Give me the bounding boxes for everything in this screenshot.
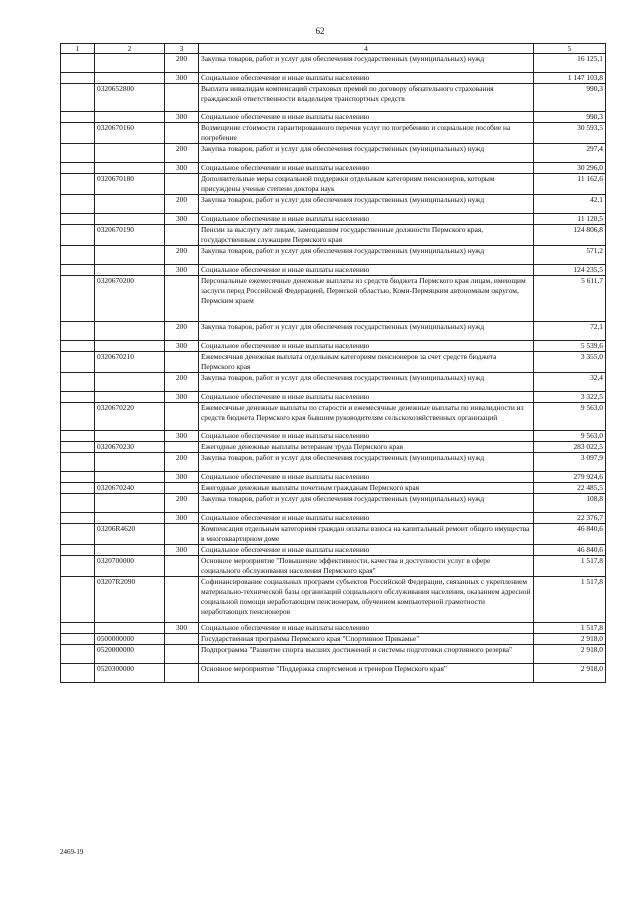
table-row xyxy=(61,392,606,403)
cell-code xyxy=(95,494,165,513)
table-row xyxy=(61,322,606,341)
cell-description: Социальное обеспечение и иные выплаты населению xyxy=(199,341,534,352)
cell-expense-type: 300 xyxy=(165,341,199,352)
cell-code xyxy=(95,431,165,442)
cell-expense-type xyxy=(165,123,199,144)
cell-col1 xyxy=(61,352,95,373)
table-row xyxy=(61,352,606,373)
cell-description: Закупка товаров, работ и услуг для обеспечения государственных (муниципальных) нужд xyxy=(199,195,534,214)
cell-description: Социальное обеспечение и иные выплаты населению xyxy=(199,73,534,84)
table-row xyxy=(61,276,606,322)
cell-description: Закупка товаров, работ и услуг для обеспечения государственных (муниципальных) нужд xyxy=(199,453,534,472)
cell-col1 xyxy=(61,623,95,634)
cell-col1 xyxy=(61,276,95,322)
cell-description: Закупка товаров, работ и услуг для обеспечения государственных (муниципальных) нужд xyxy=(199,494,534,513)
table-row xyxy=(61,112,606,123)
cell-description: Социальное обеспечение и иные выплаты населению xyxy=(199,431,534,442)
cell-col1 xyxy=(61,195,95,214)
cell-col1 xyxy=(61,453,95,472)
cell-amount: 2 918,0 xyxy=(534,645,606,664)
cell-amount: 16 125,1 xyxy=(534,54,606,73)
cell-expense-type xyxy=(165,577,199,623)
cell-expense-type xyxy=(165,174,199,195)
cell-col1 xyxy=(61,54,95,73)
column-header-2: 2 xyxy=(95,44,165,54)
cell-col1 xyxy=(61,634,95,645)
cell-amount: 3 322,5 xyxy=(534,392,606,403)
table-row xyxy=(61,623,606,634)
cell-description: Социальное обеспечение и иные выплаты населению xyxy=(199,472,534,483)
cell-col1 xyxy=(61,225,95,246)
cell-code xyxy=(95,322,165,341)
cell-code xyxy=(95,144,165,163)
table-row xyxy=(61,373,606,392)
table-row xyxy=(61,577,606,623)
cell-expense-type: 300 xyxy=(165,472,199,483)
cell-amount: 5 539,6 xyxy=(534,341,606,352)
cell-code xyxy=(95,214,165,225)
cell-col1 xyxy=(61,524,95,545)
cell-amount: 9 563,0 xyxy=(534,403,606,431)
cell-col1 xyxy=(61,73,95,84)
cell-description: Ежегодные денежные выплаты почетным гражданам Пермского края xyxy=(199,483,534,494)
cell-expense-type: 200 xyxy=(165,494,199,513)
cell-code: 0320670230 xyxy=(95,442,165,453)
cell-description: Персональные ежемесячные денежные выплаты из средств бюджета Пермского края лицам, имеющим заслуги перед Российской Федерацией, Пермской областью, Коми-Пермяцким автономным округом, Пермским краем xyxy=(199,276,534,322)
cell-expense-type: 300 xyxy=(165,431,199,442)
cell-code: 0500000000 xyxy=(95,634,165,645)
cell-amount: 2 918,0 xyxy=(534,634,606,645)
cell-col1 xyxy=(61,246,95,265)
cell-code xyxy=(95,112,165,123)
cell-code xyxy=(95,54,165,73)
cell-description: Ежемесячные денежные выплаты по старости и ежемесячные денежные выплаты по инвалидности из средств бюджета Пермского края бывшим руководителям сельскохозяйственных организаций xyxy=(199,403,534,431)
cell-code: 0320670200 xyxy=(95,276,165,322)
cell-expense-type xyxy=(165,524,199,545)
cell-expense-type xyxy=(165,442,199,453)
cell-col1 xyxy=(61,341,95,352)
cell-expense-type xyxy=(165,352,199,373)
cell-col1 xyxy=(61,494,95,513)
cell-description: Социальное обеспечение и иные выплаты населению xyxy=(199,392,534,403)
column-header-3: 3 xyxy=(165,44,199,54)
cell-col1 xyxy=(61,322,95,341)
cell-code xyxy=(95,265,165,276)
cell-col1 xyxy=(61,431,95,442)
cell-col1 xyxy=(61,645,95,664)
cell-col1 xyxy=(61,442,95,453)
cell-description: Дополнительные меры социальной поддержки отдельным категориям пенсионеров, которым присуждены ученые степени доктора наук xyxy=(199,174,534,195)
cell-amount: 11 162,6 xyxy=(534,174,606,195)
cell-amount: 2 918,0 xyxy=(534,664,606,683)
cell-expense-type xyxy=(165,84,199,112)
cell-expense-type xyxy=(165,645,199,664)
cell-description: Основное мероприятие "Повышение эффективности, качества и доступности услуг в сфере социального обслуживания населения Пермского края" xyxy=(199,556,534,577)
cell-col1 xyxy=(61,392,95,403)
cell-description: Социальное обеспечение и иные выплаты населению xyxy=(199,265,534,276)
column-header-4: 4 xyxy=(199,44,534,54)
cell-description: Пенсии за выслугу лет лицам, замещавшим государственные должности Пермского края, государственным служащим Пермского края xyxy=(199,225,534,246)
cell-description: Социальное обеспечение и иные выплаты населению xyxy=(199,214,534,225)
cell-description: Социальное обеспечение и иные выплаты населению xyxy=(199,513,534,524)
cell-expense-type xyxy=(165,225,199,246)
cell-code xyxy=(95,623,165,634)
cell-code: 0320670180 xyxy=(95,174,165,195)
table-row xyxy=(61,513,606,524)
cell-expense-type: 200 xyxy=(165,195,199,214)
cell-amount: 3 355,0 xyxy=(534,352,606,373)
cell-amount: 22 376,7 xyxy=(534,513,606,524)
cell-amount: 42,1 xyxy=(534,195,606,214)
cell-code: 03206R4620 xyxy=(95,524,165,545)
cell-description: Ежегодные денежные выплаты ветеранам труда Пермского края xyxy=(199,442,534,453)
cell-description: Компенсация отдельным категориям граждан оплаты взноса на капитальный ремонт общего имущества в многоквартирном доме xyxy=(199,524,534,545)
cell-code xyxy=(95,73,165,84)
cell-amount: 297,4 xyxy=(534,144,606,163)
table-header-row xyxy=(61,44,606,54)
table-row xyxy=(61,442,606,453)
cell-amount: 108,8 xyxy=(534,494,606,513)
cell-amount: 46 840,6 xyxy=(534,545,606,556)
cell-expense-type: 300 xyxy=(165,112,199,123)
cell-description: Социальное обеспечение и иные выплаты населению xyxy=(199,623,534,634)
table-row xyxy=(61,645,606,664)
table-row xyxy=(61,483,606,494)
table-row xyxy=(61,664,606,683)
cell-expense-type xyxy=(165,403,199,431)
cell-code xyxy=(95,246,165,265)
table-row xyxy=(61,634,606,645)
cell-col1 xyxy=(61,144,95,163)
table-row xyxy=(61,524,606,545)
cell-expense-type: 200 xyxy=(165,54,199,73)
cell-amount: 32,4 xyxy=(534,373,606,392)
cell-col1 xyxy=(61,84,95,112)
footer-code: 2469-19 xyxy=(60,848,84,856)
cell-expense-type: 200 xyxy=(165,453,199,472)
cell-col1 xyxy=(61,577,95,623)
cell-col1 xyxy=(61,472,95,483)
cell-amount: 3 097,9 xyxy=(534,453,606,472)
budget-table xyxy=(60,43,606,683)
cell-col1 xyxy=(61,664,95,683)
cell-col1 xyxy=(61,403,95,431)
cell-description: Выплата инвалидам компенсаций страховых премий по договору обязательного страхования гражданской ответственности владельцев транспортных средств xyxy=(199,84,534,112)
cell-code xyxy=(95,513,165,524)
cell-description: Софинансирование социальных программ субъектов Российской Федерации, связанных с укреплением материально-технической базы организаций социального обслуживания населения, оказанием адресной социальной помощи неработающим пенсионерам, обучением компьютерной грамотности неработающих пенсионеров xyxy=(199,577,534,623)
cell-code: 0320670220 xyxy=(95,403,165,431)
cell-description: Закупка товаров, работ и услуг для обеспечения государственных (муниципальных) нужд xyxy=(199,246,534,265)
cell-code xyxy=(95,472,165,483)
cell-expense-type: 300 xyxy=(165,545,199,556)
cell-amount: 11 120,5 xyxy=(534,214,606,225)
table-row xyxy=(61,545,606,556)
cell-description: Социальное обеспечение и иные выплаты населению xyxy=(199,545,534,556)
cell-code: 0320652800 xyxy=(95,84,165,112)
cell-amount: 283 022,5 xyxy=(534,442,606,453)
table-row xyxy=(61,214,606,225)
table-row xyxy=(61,84,606,112)
cell-amount: 990,3 xyxy=(534,84,606,112)
cell-expense-type: 300 xyxy=(165,265,199,276)
cell-amount: 124 235,5 xyxy=(534,265,606,276)
table-row xyxy=(61,494,606,513)
cell-expense-type: 300 xyxy=(165,392,199,403)
cell-amount: 990,3 xyxy=(534,112,606,123)
cell-amount: 1 517,8 xyxy=(534,577,606,623)
cell-amount: 124 806,8 xyxy=(534,225,606,246)
cell-expense-type: 300 xyxy=(165,623,199,634)
cell-description: Подпрограмма "Развитие спорта высших достижений и системы подготовки спортивного резерва" xyxy=(199,645,534,664)
table-row xyxy=(61,174,606,195)
cell-amount: 46 840,6 xyxy=(534,524,606,545)
cell-col1 xyxy=(61,556,95,577)
table-row xyxy=(61,431,606,442)
cell-expense-type xyxy=(165,276,199,322)
cell-col1 xyxy=(61,483,95,494)
table-row xyxy=(61,472,606,483)
cell-amount: 279 924,6 xyxy=(534,472,606,483)
table-row xyxy=(61,265,606,276)
cell-description: Социальное обеспечение и иные выплаты населению xyxy=(199,163,534,174)
cell-expense-type: 200 xyxy=(165,144,199,163)
column-header-5: 5 xyxy=(534,44,606,54)
table-row xyxy=(61,195,606,214)
cell-code: 0320700000 xyxy=(95,556,165,577)
cell-code xyxy=(95,453,165,472)
cell-code xyxy=(95,545,165,556)
cell-code xyxy=(95,373,165,392)
cell-description: Социальное обеспечение и иные выплаты населению xyxy=(199,112,534,123)
cell-amount: 30 593,5 xyxy=(534,123,606,144)
cell-description: Основное мероприятие "Поддержка спортсменов и тренеров Пермского края" xyxy=(199,664,534,683)
cell-code: 0320670190 xyxy=(95,225,165,246)
cell-expense-type: 300 xyxy=(165,513,199,524)
cell-expense-type xyxy=(165,664,199,683)
table-row xyxy=(61,453,606,472)
cell-code: 0320670160 xyxy=(95,123,165,144)
cell-col1 xyxy=(61,545,95,556)
cell-expense-type xyxy=(165,634,199,645)
cell-description: Закупка товаров, работ и услуг для обеспечения государственных (муниципальных) нужд xyxy=(199,322,534,341)
cell-description: Закупка товаров, работ и услуг для обеспечения государственных (муниципальных) нужд xyxy=(199,373,534,392)
cell-description: Закупка товаров, работ и услуг для обеспечения государственных (муниципальных) нужд xyxy=(199,144,534,163)
cell-description: Возмещение стоимости гарантированного перечня услуг по погребению и социальное пособие на погребение xyxy=(199,123,534,144)
cell-col1 xyxy=(61,174,95,195)
cell-code: 0320670240 xyxy=(95,483,165,494)
cell-amount: 1 517,8 xyxy=(534,623,606,634)
cell-amount: 5 611,7 xyxy=(534,276,606,322)
page-number: 62 xyxy=(315,26,325,36)
cell-code: 03207R2090 xyxy=(95,577,165,623)
cell-code xyxy=(95,341,165,352)
cell-expense-type: 300 xyxy=(165,73,199,84)
cell-code xyxy=(95,163,165,174)
cell-col1 xyxy=(61,373,95,392)
table-row xyxy=(61,73,606,84)
cell-expense-type xyxy=(165,556,199,577)
table-row xyxy=(61,144,606,163)
table-row xyxy=(61,341,606,352)
cell-expense-type: 300 xyxy=(165,214,199,225)
cell-expense-type: 200 xyxy=(165,322,199,341)
cell-col1 xyxy=(61,163,95,174)
cell-description: Государственная программа Пермского края "Спортивное Прикамье" xyxy=(199,634,534,645)
cell-code: 0320670210 xyxy=(95,352,165,373)
cell-code xyxy=(95,195,165,214)
cell-expense-type: 200 xyxy=(165,373,199,392)
cell-expense-type xyxy=(165,483,199,494)
table-row xyxy=(61,556,606,577)
cell-expense-type: 200 xyxy=(165,246,199,265)
cell-amount: 30 296,0 xyxy=(534,163,606,174)
table-row xyxy=(61,246,606,265)
cell-expense-type: 300 xyxy=(165,163,199,174)
column-header-1: 1 xyxy=(61,44,95,54)
cell-amount: 22 485,5 xyxy=(534,483,606,494)
cell-col1 xyxy=(61,513,95,524)
cell-col1 xyxy=(61,112,95,123)
cell-amount: 571,2 xyxy=(534,246,606,265)
cell-code: 0520300000 xyxy=(95,664,165,683)
cell-code xyxy=(95,392,165,403)
table-row xyxy=(61,123,606,144)
cell-description: Ежемесячная денежная выплата отдельным категориям пенсионеров за счет средств бюджета Пермского края xyxy=(199,352,534,373)
table-row xyxy=(61,225,606,246)
cell-col1 xyxy=(61,214,95,225)
cell-code: 0520000000 xyxy=(95,645,165,664)
table-row xyxy=(61,403,606,431)
table-row xyxy=(61,54,606,73)
cell-amount: 1 517,8 xyxy=(534,556,606,577)
cell-amount: 9 563,0 xyxy=(534,431,606,442)
cell-col1 xyxy=(61,123,95,144)
cell-amount: 72,1 xyxy=(534,322,606,341)
table-row xyxy=(61,163,606,174)
cell-description: Закупка товаров, работ и услуг для обеспечения государственных (муниципальных) нужд xyxy=(199,54,534,73)
cell-col1 xyxy=(61,265,95,276)
table-body xyxy=(61,54,606,683)
cell-amount: 1 147 103,8 xyxy=(534,73,606,84)
